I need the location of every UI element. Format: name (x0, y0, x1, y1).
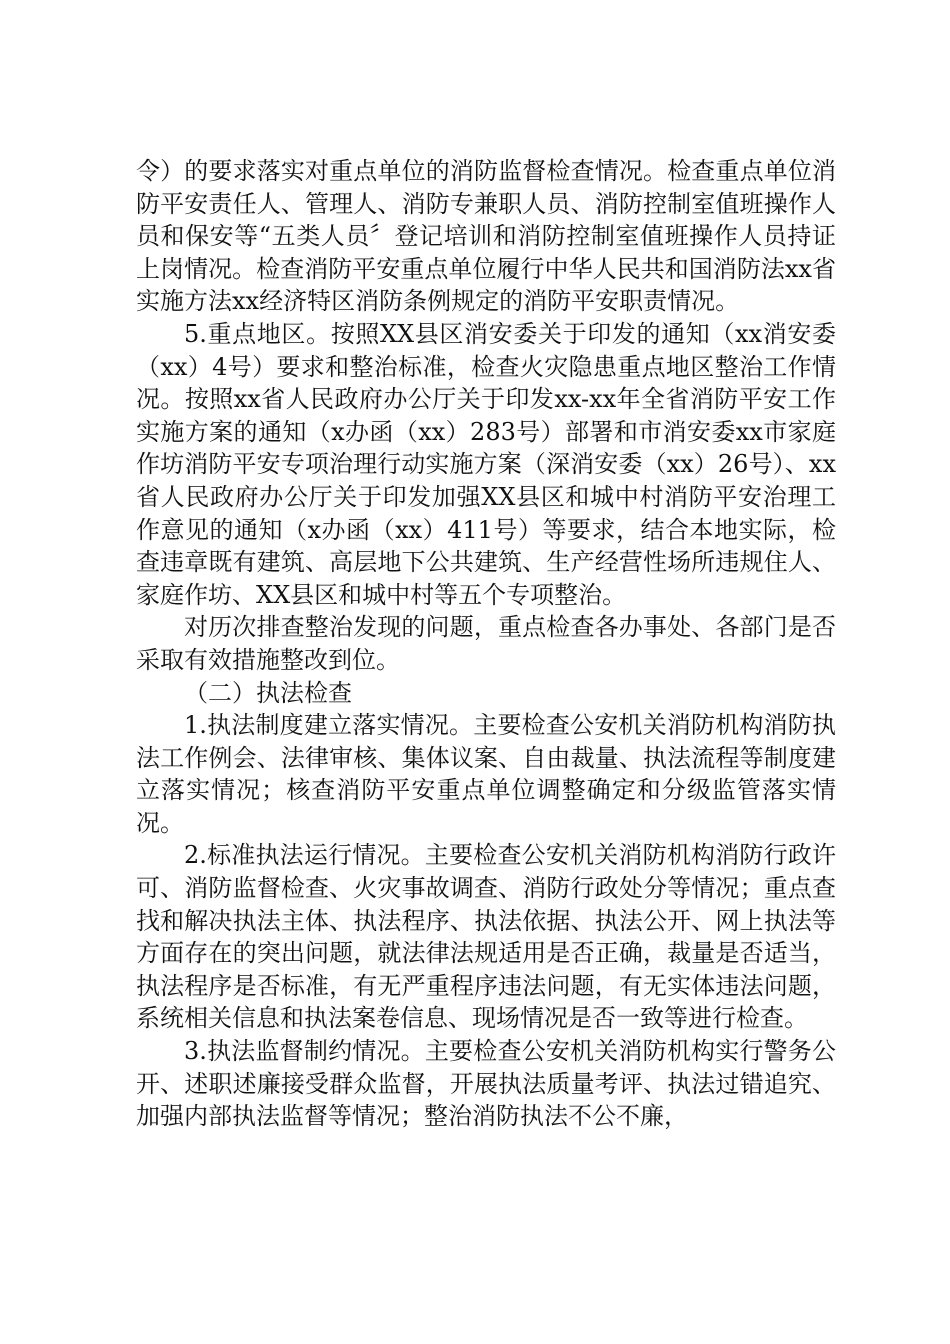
paragraph-standard-enforcement: 2.标准执法运行情况。主要检查公安机关消防机构消防行政许可、消防监督检查、火灾事故调查、消防行政处分等情况；重点查找和解决执法主体、执法程序、执法依据、执法公开、网上执法等方面存在的突出问题，就法律法规适用是否正确，裁量是否适当，执法程序是否标准，有无严重程序违法问题，有无实体违法问题，系统相关信息和执法案卷信息、现场情况是否一致等进行检查。 (136, 841, 836, 1033)
paragraph-rectification: 对历次排查整治发现的问题，重点检查各办事处、各部门是否采取有效措施整改到位。 (136, 613, 836, 674)
paragraph-continuation: 令）的要求落实对重点单位的消防监督检查情况。检查重点单位消防平安责任人、管理人、消防专兼职人员、消防控制室值班操作人员和保安等“五类人员〞登记培训和消防控制室值班操作人员持证上岗情况。检查消防平安重点单位履行中华人民共和国消防法xx省实施方法xx经济特区消防条例规定的消防平安职责情况。 (136, 157, 836, 316)
paragraph-enforcement-supervision: 3.执法监督制约情况。主要检查公安机关消防机构实行警务公开、述职述廉接受群众监督，开展执法质量考评、执法过错追究、加强内部执法监督等情况；整治消防执法不公不廉， (136, 1037, 836, 1131)
paragraph-enforcement-system: 1.执法制度建立落实情况。主要检查公安机关消防机构消防执法工作例会、法律审核、集体议案、自由裁量、执法流程等制度建立落实情况；核查消防平安重点单位调整确定和分级监管落实情况。 (136, 711, 836, 837)
document-body (136, 155, 836, 1133)
section-heading-law-enforcement-inspection: （二）执法检查 (184, 678, 352, 707)
paragraph-key-areas: 5.重点地区。按照XX县区消安委关于印发的通知（xx消安委（xx）4号）要求和整治标准，检查火灾隐患重点地区整治工作情况。按照xx省人民政府办公厅关于印发xx-xx年全省消防平安工作实施方案的通知（x办函（xx）283号）部署和市消安委xx市家庭作坊消防平安专项治理行动实施方案（深消安委（xx）26号）、xx省人民政府办公厅关于印发加强XX县区和城中村消防平安治理工作意见的通知（x办函（xx）411号）等要求，结合本地实际，检查违章既有建筑、高层地下公共建筑、生产经营性场所违规住人、家庭作坊、XX县区和城中村等五个专项整治。 (136, 319, 836, 609)
